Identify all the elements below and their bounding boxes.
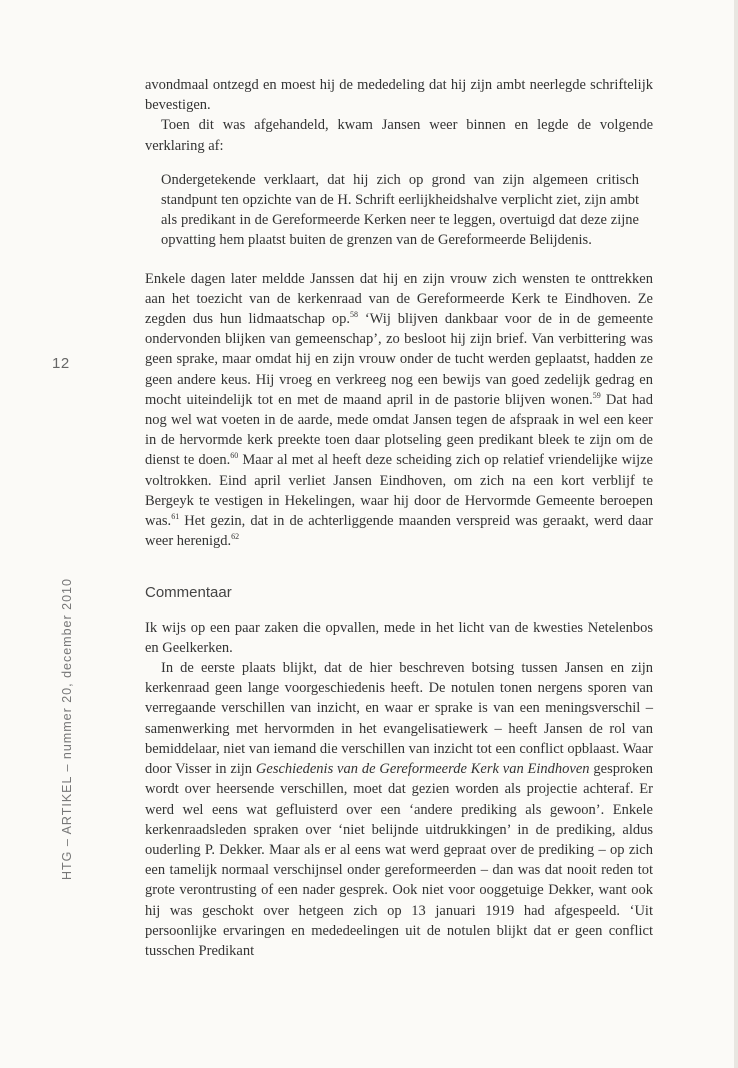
paragraph: Toen dit was afgehandeld, kwam Jansen weer binnen en legde de volgende verklaring af: xyxy=(145,117,653,154)
section-heading: Commentaar xyxy=(145,584,232,602)
paragraph: In de eerste plaats blijkt, dat de hier beschreven botsing tussen Jansen en zijn kerkenraad geen lange voorgeschiedenis heeft. De notulen tonen nergens sporen van verregaande verschillen van inzicht, en waar er sprake is van een meningsverschil – samenwerking met hervormden in het evangelisatiewerk – heeft Jansen de rol van bemiddelaar, niet van iemand die verschillen van inzicht tot een conflict opblaast. Waar door Visser in zijn Geschiedenis van de Gereformeerde Kerk van Eindhoven gesproken wordt over heersende verschillen, moet dat gezien worden als projectie achteraf. Er werd wel eens wat gefluisterd over een ‘andere prediking als gewoon’. Enkele kerkenraadsleden spraken over ‘niet belijnde uitdrukkingen’ in de prediking, aldus ouderling P. Dekker. Maar als er al eens wat werd gepraat over de prediking – op zich een tamelijk normaal verschijnsel onder gereformeerden – dan was dat nooit reden tot grote verontrusting of een nader gesprek. Ook niet voor ooggetuige Dekker, want ook hij was geschokt over hetgeen zich op 13 januari 1919 had afgespeeld. ‘Uit persoonlijke ervaringen en mededeelingen uit de notulen blijkt dat er geen conflict tusschen Predikant xyxy=(145,660,653,959)
page-edge xyxy=(734,0,738,1068)
article-body xyxy=(145,75,653,961)
block-quote: Ondergetekende verklaart, dat hij zich op grond van zijn algemeen critisch standpunt ten opzichte van de H. Schrift eerlijkheidshalve verplicht ziet, zijn ambt als predikant in de Gereformeerde Kerken neer te leggen, overtuigd dat deze zijne opvatting hem plaatst buiten de grenzen van de Gereformeerde Belijdenis. xyxy=(161,171,639,249)
footnote-ref[interactable]: 62 xyxy=(231,532,240,542)
footnote-ref[interactable]: 61 xyxy=(171,512,180,522)
paragraph: Ik wijs op een paar zaken die opvallen, mede in het licht van de kwesties Netelenbos en Geelkerken. xyxy=(145,619,653,656)
page-number: 12 xyxy=(52,355,70,372)
book-title: Geschiedenis van de Gereformeerde Kerk van Eindhoven xyxy=(255,761,590,778)
footnote-ref[interactable]: 58 xyxy=(350,310,358,320)
footnote-ref[interactable]: 60 xyxy=(230,451,239,461)
running-head: HTG – ARTIKEL – nummer 20, december 2010 xyxy=(60,578,74,880)
paragraph: avondmaal ontzegd en moest hij de mededeling dat hij zijn ambt neerlegde schriftelijk bevestigen. xyxy=(145,77,653,114)
footnote-ref[interactable]: 59 xyxy=(592,391,601,401)
paragraph: Enkele dagen later meldde Janssen dat hij en zijn vrouw zich wensten te onttrekken aan het toezicht van de kerkenraad van de Gereformeerde Kerk te Eindhoven. Ze zegden dus hun lidmaatschap op.$^{58}$ ‘Wij blijven dankbaar voor de in de gemeente ondervonden blijken van gemeenschap’, zo besloot hij zijn brief. Van verbittering was geen sprake, maar omdat hij en zijn vrouw onder de tucht werden geplaatst, hadden ze geen andere keus. Hij vroeg en verkreeg nog een bewijs van goed zedelijk gedrag en mocht uiteindelijk tot en met de maand april in de pastorie blijven wonen.$^{59}$ Dat had nog wel wat voeten in de aarde, mede omdat Jansen tegen de afspraak in wel een keer in de hervormde kerk preekte toen daar plotseling geen predikant bleek te zijn om de dienst te doen.$^{60}$ Maar al met al heeft deze scheiding zich op relatief vriendelijke wijze voltrokken. Eind april verliet Jansen Eindhoven, om zich na een kort verblijf te Bergeyk te vestigen in Hekelingen, waar hij door de Hervormde Gemeente beroepen was.$^{61}$ Het gezin, dat in de achterliggende maanden verspreid was geraakt, werd daar weer herenigd.$^{62}$ xyxy=(145,270,654,550)
